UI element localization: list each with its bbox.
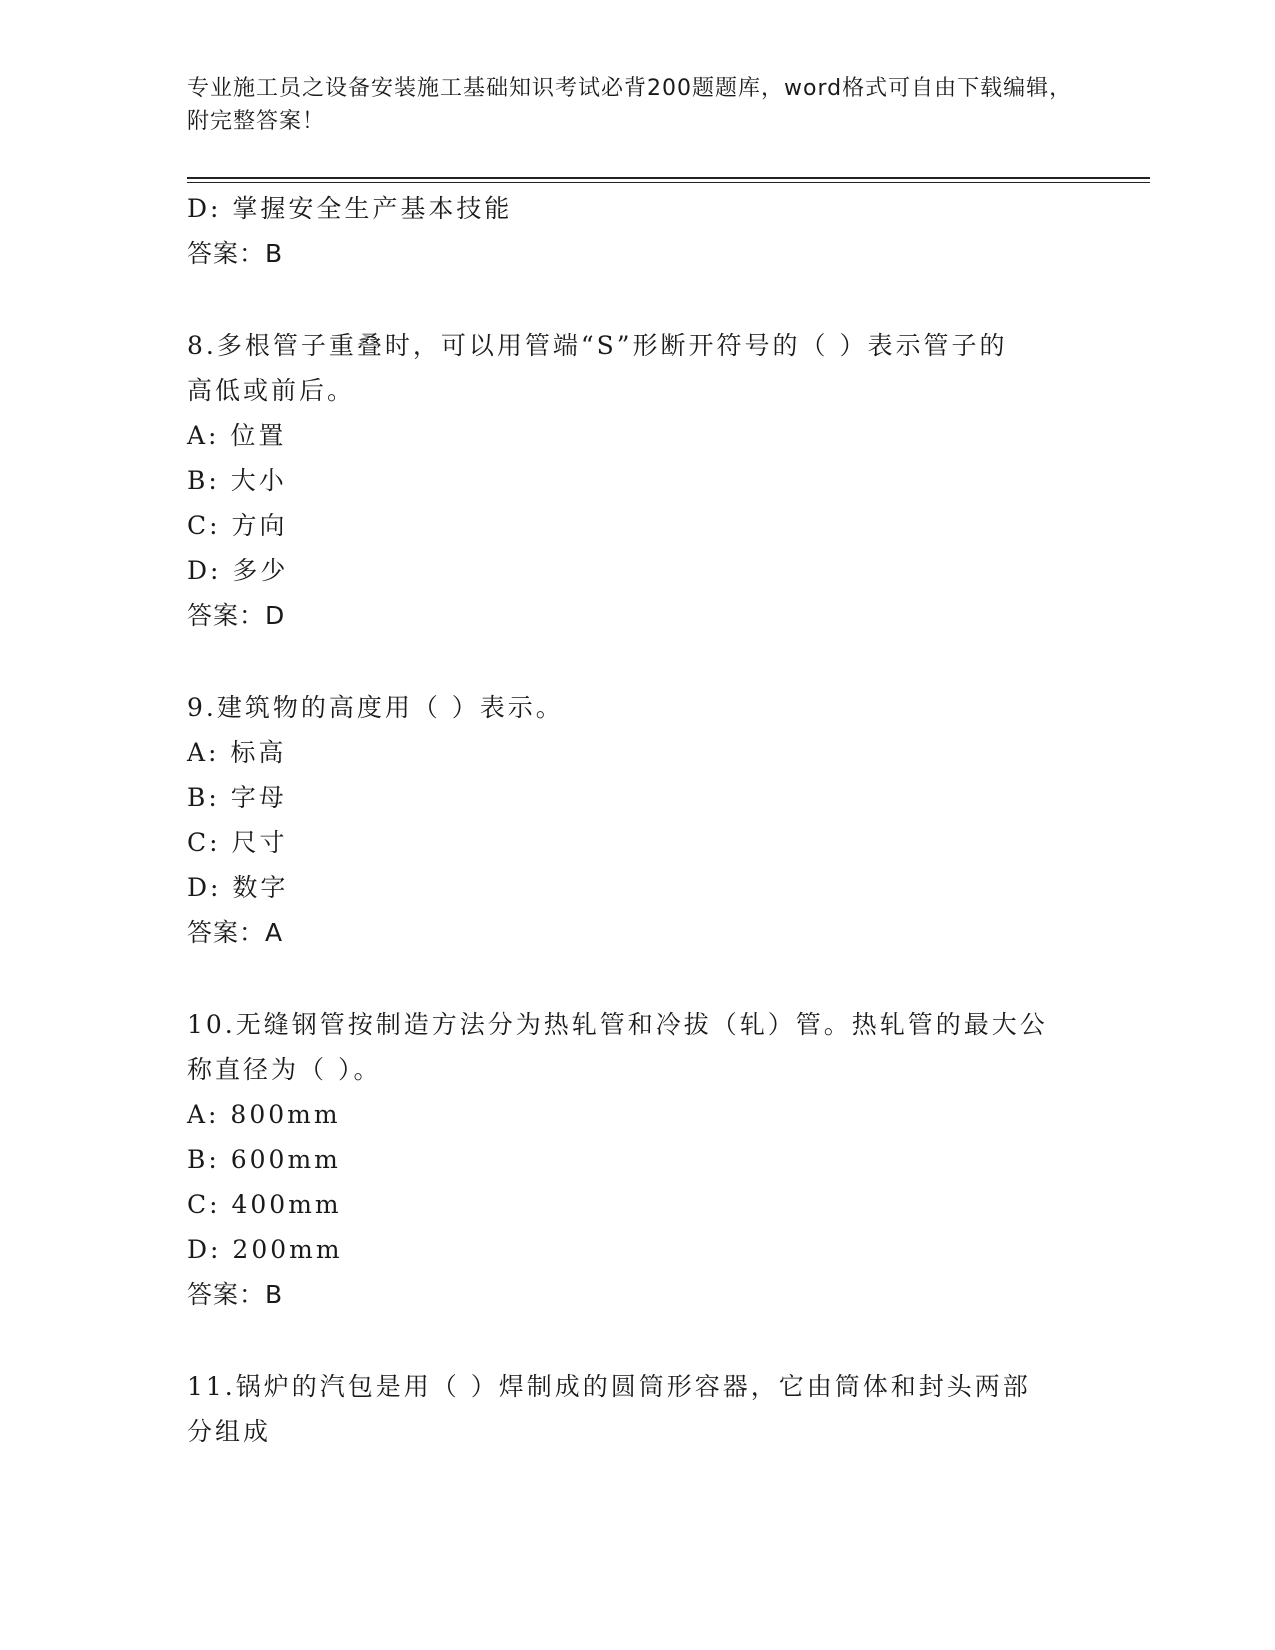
option-d: D: 掌握安全生产基本技能 — [187, 194, 513, 223]
option-b: B: 字母 — [187, 783, 287, 812]
option-d: D: 多少 — [187, 556, 289, 585]
question-stem: 9.建筑物的高度用（ ）表示。 — [187, 693, 564, 722]
option-a: A: 标高 — [187, 738, 287, 767]
option-d: D: 数字 — [187, 873, 289, 902]
spacer — [187, 955, 1067, 1002]
question-stem-cont: 称直径为（ ）。 — [187, 1055, 382, 1084]
question-content — [187, 186, 1067, 1454]
question-10 — [187, 1002, 1067, 1317]
header-divider-thin — [187, 182, 1150, 183]
answer-line: 答案：D — [187, 601, 286, 630]
question-stem: 8.多根管子重叠时，可以用管端“S”形断开符号的（ ）表示管子的 — [187, 331, 1008, 360]
option-b: B: 大小 — [187, 466, 287, 495]
answer-line: 答案：B — [187, 1280, 284, 1309]
header-text: 专业施工员之设备安装施工基础知识考试必背200题题库，word格式可自由下载编辑，附完整答案！ — [187, 76, 1073, 134]
spacer — [187, 1317, 1067, 1364]
question-7-tail — [187, 186, 1067, 276]
option-c: C: 400mm — [187, 1190, 342, 1219]
question-stem: 11.锅炉的汽包是用（ ）焊制成的圆筒形容器，它由筒体和封头两部 — [187, 1372, 1031, 1401]
option-c: C: 方向 — [187, 511, 288, 540]
document-header — [187, 72, 1087, 138]
question-stem-cont: 分组成 — [187, 1417, 272, 1446]
spacer — [187, 276, 1067, 323]
option-d: D: 200mm — [187, 1235, 343, 1264]
question-9 — [187, 685, 1067, 955]
option-a: A: 800mm — [187, 1100, 341, 1129]
answer-line: 答案：B — [187, 239, 284, 268]
answer-line: 答案：A — [187, 918, 284, 947]
option-c: C: 尺寸 — [187, 828, 288, 857]
question-11 — [187, 1364, 1067, 1454]
spacer — [187, 638, 1067, 685]
option-b: B: 600mm — [187, 1145, 341, 1174]
header-divider-thick — [187, 177, 1150, 179]
question-stem-cont: 高低或前后。 — [187, 376, 356, 405]
question-stem: 10.无缝钢管按制造方法分为热轧管和冷拔（轧）管。热轧管的最大公 — [187, 1010, 1048, 1039]
option-a: A: 位置 — [187, 421, 287, 450]
question-8 — [187, 323, 1067, 638]
